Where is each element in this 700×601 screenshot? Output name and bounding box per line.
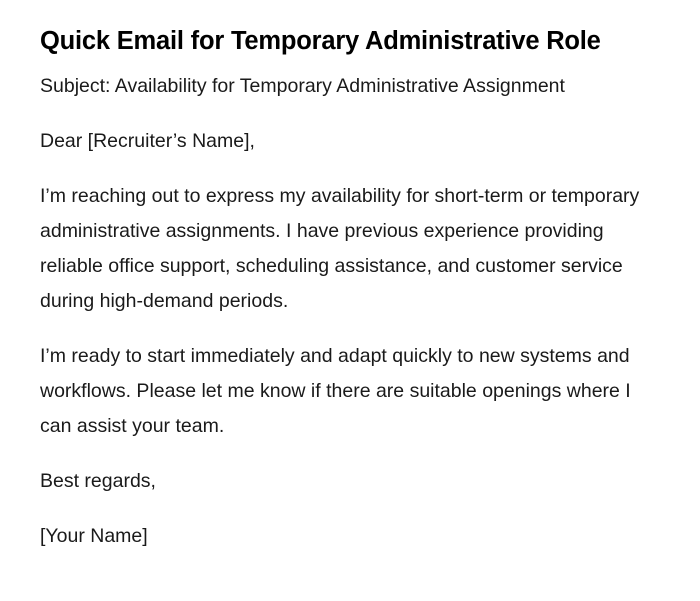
email-signature: [Your Name] <box>40 525 148 547</box>
email-body-paragraph-2: I’m ready to start immediately and adapt quickly to new systems and workflows. Please let me know if there are suitable openings where I can assist your team. <box>40 345 631 437</box>
email-body-paragraph-1: I’m reaching out to express my availability for short-term or temporary administrative assignments. I have previous experience providing reliable office support, scheduling assistance, and customer service during high-demand periods. <box>40 185 640 312</box>
email-closing: Best regards, <box>40 470 156 492</box>
email-greeting: Dear [Recruiter’s Name], <box>40 130 255 152</box>
email-subject: Subject: Availability for Temporary Administrative Assignment <box>40 75 565 97</box>
document-title: Quick Email for Temporary Administrative Role <box>40 27 601 55</box>
